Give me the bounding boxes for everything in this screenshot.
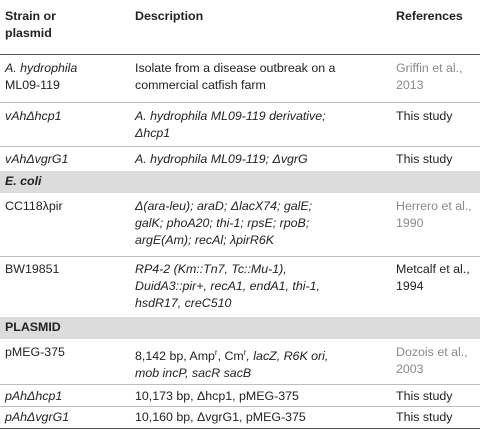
table-bottom-rule [0,428,480,429]
reference [396,151,480,168]
strain-name [5,261,125,278]
strain-name-line: ML09-119 [5,78,60,92]
description-line: RP4-2 (Km::Tn7, Tc::Mu-1), [135,262,287,276]
reference-link[interactable] [396,198,480,232]
table-header [0,8,480,48]
superscript-r: r [243,348,247,357]
reference-line: Metcalf et al., [396,262,470,276]
section-header-ecoli [0,171,480,193]
row-divider [0,102,480,103]
reference-line: 2013 [396,78,424,92]
strain-description [135,60,390,94]
description-line: galK; phoA20; thi-1; rpsE; rpoB; [135,216,310,230]
reference-line: This study [396,152,453,166]
reference-link[interactable] [396,344,480,378]
description-line [135,344,390,365]
strain-name [5,60,125,94]
strain-name-line: BW19851 [5,262,60,276]
plasmid-name-line: pAhΔhcp1 [5,389,63,403]
plasmid-description [135,409,390,426]
desc-part: , lacZ, R6K ori, [246,349,329,364]
reference-line: 1990 [396,216,424,230]
reference-line: This study [396,389,453,403]
strain-name [5,198,125,215]
reference [396,388,480,405]
section-label: PLASMID [5,320,61,334]
strain-name-line: vAhΔhcp1 [5,109,62,123]
reference-line: Herrero et al., [396,199,472,213]
strain-name [5,151,125,168]
strain-description [135,261,390,312]
strain-description [135,151,390,168]
row-divider [0,406,480,407]
strain-name-line: A. hydrophila [5,61,78,75]
reference-line: 1994 [396,279,424,293]
header-strain-or-plasmid [5,8,125,42]
description-line: hsdR17, creC510 [135,296,232,310]
reference-line: This study [396,109,453,123]
desc-part: 8,142 bp, Amp [135,349,215,364]
strain-name-line: CC118λpir [5,199,63,213]
header-divider [0,54,480,55]
desc-part: , Cm [217,349,244,364]
header-description: Description [135,9,204,23]
plasmid-name [5,344,125,361]
reference-link[interactable] [396,60,480,94]
reference-line: This study [396,410,453,424]
description-line: DuidA3::pir+, recA1, endA1, thi-1, [135,279,320,293]
reference [396,261,480,295]
strain-description [135,198,390,249]
plasmid-name-line: pMEG-375 [5,345,65,359]
strain-name-line: vAhΔvgrG1 [5,152,69,166]
header-col1-line2: plasmid [5,26,52,40]
section-label: E. coli [5,174,42,188]
description-line: 10,173 bp, Δhcp1, pMEG-375 [135,389,299,403]
description-line: 10,160 bp, ΔvgrG1, pMEG-375 [135,410,306,424]
plasmid-description [135,388,390,405]
description-line: argE(Am); recAl; λpirR6K [135,233,274,247]
description-line: A. hydrophila ML09-119; ΔvgrG [135,152,308,166]
superscript-r: r [214,348,218,357]
reference-line: Dozois et al., [396,345,468,359]
plasmid-description [135,344,390,382]
strain-description [135,108,390,142]
reference [396,409,480,426]
description-line: Δhcp1 [135,126,171,140]
row-divider [0,146,480,147]
section-header-plasmid [0,317,480,339]
row-divider [0,256,480,257]
reference [396,108,480,125]
plasmid-name [5,388,125,405]
plasmid-name-line: pAhΔvgrG1 [5,410,70,424]
header-col1-line1: Strain or [5,9,56,23]
strain-name [5,108,125,125]
row-divider [0,384,480,385]
reference-line: Griffin et al., [396,61,463,75]
description-line: Isolate from a disease outbreak on a [135,61,336,75]
description-line: Δ(ara-leu); araD; ΔlacX74; galE; [135,199,313,213]
description-line: A. hydrophila ML09-119 derivative; [135,109,326,123]
description-line: mob incP, sacR sacB [135,366,252,381]
reference-line: 2003 [396,362,424,376]
header-references: References [396,9,463,23]
plasmid-name [5,409,125,426]
description-line: commercial catfish farm [135,78,266,92]
